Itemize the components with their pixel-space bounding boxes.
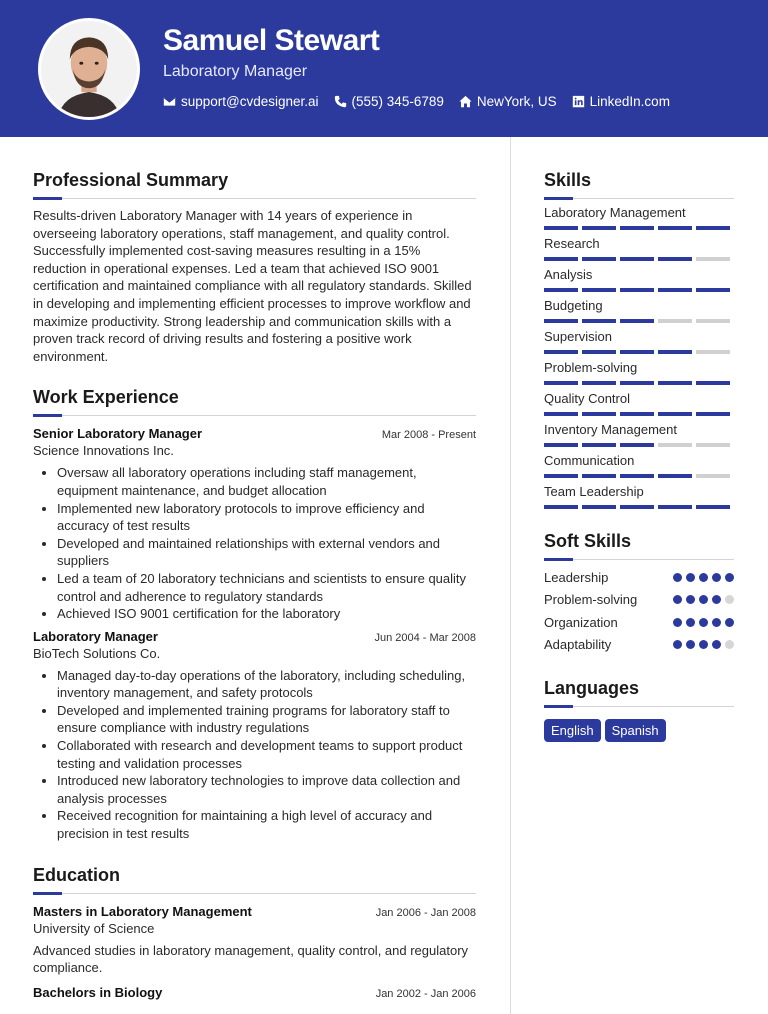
contact-linkedin-text: LinkedIn.com	[589, 94, 670, 109]
skill-level-bar	[544, 381, 734, 385]
skill-level-segment	[582, 381, 616, 385]
skill-level-segment	[658, 257, 692, 261]
skill-level-segment	[544, 474, 578, 478]
skill-name: Communication	[544, 453, 635, 468]
candidate-name: Samuel Stewart	[163, 24, 380, 57]
skill-item	[544, 329, 734, 354]
skill-item	[544, 236, 734, 261]
work-heading: Work Experience	[33, 387, 179, 408]
skill-item	[544, 267, 734, 292]
job-title: Senior Laboratory Manager	[33, 426, 203, 442]
list-item: • Oversaw all laboratory operations including staff management, equipment maintenance, and budget allocation	[57, 464, 476, 499]
skill-level-segment	[696, 505, 730, 509]
soft-skill-rating	[669, 573, 734, 582]
skill-level-segment	[620, 226, 654, 230]
summary-heading: Professional Summary	[33, 170, 229, 190]
list-item: • Collaborated with research and development teams to support product testing and validation processes	[57, 737, 476, 772]
education-entry	[33, 985, 476, 1000]
skill-level-segment	[544, 257, 578, 261]
rating-dot	[673, 640, 682, 649]
skill-name: Laboratory Management	[544, 205, 686, 220]
skill-item	[544, 391, 734, 416]
skill-level-segment	[696, 474, 730, 478]
skill-item	[544, 484, 734, 509]
soft-skill-rating	[669, 640, 734, 649]
skill-name: Team Leadership	[544, 484, 644, 499]
rating-dot	[725, 573, 734, 582]
skill-level-segment	[696, 288, 730, 292]
language-badge: English	[544, 719, 601, 742]
side-column	[544, 170, 734, 742]
skill-level-segment	[620, 474, 654, 478]
language-badge: Spanish	[605, 719, 666, 742]
skill-level-segment	[658, 443, 692, 447]
soft-skill-item	[544, 589, 734, 612]
skill-level-segment	[696, 319, 730, 323]
skill-level-bar	[544, 505, 734, 509]
job-entry	[33, 629, 476, 843]
contact-bar	[163, 94, 685, 109]
skill-level-bar	[544, 288, 734, 292]
skill-level-segment	[696, 350, 730, 354]
skill-level-segment	[582, 350, 616, 354]
section-rule	[33, 414, 476, 416]
skill-level-segment	[582, 412, 616, 416]
skill-level-segment	[620, 319, 654, 323]
rating-dot	[699, 573, 708, 582]
skill-name: Quality Control	[544, 391, 630, 406]
phone-icon	[334, 95, 347, 108]
linkedin-icon	[572, 95, 585, 108]
skill-level-segment	[696, 412, 730, 416]
home-icon	[459, 95, 472, 108]
skill-name: Budgeting	[544, 298, 603, 313]
skill-level-bar	[544, 350, 734, 354]
skill-level-bar	[544, 257, 734, 261]
soft-skills-heading: Soft Skills	[544, 531, 632, 551]
degree-title: Masters in Laboratory Management	[33, 903, 252, 919]
rating-dot	[686, 640, 695, 649]
skill-level-segment	[544, 381, 578, 385]
job-bullets	[33, 464, 476, 622]
skill-level-segment	[582, 443, 616, 447]
skill-name: Research	[544, 236, 600, 251]
skill-level-segment	[544, 505, 578, 509]
skill-level-segment	[544, 412, 578, 416]
column-divider	[510, 137, 511, 1014]
skill-level-segment	[544, 288, 578, 292]
avatar-icon	[41, 21, 137, 117]
rating-dot	[686, 595, 695, 604]
rating-dot	[673, 618, 682, 627]
job-company: BioTech Solutions Co.	[33, 645, 161, 661]
rating-dot	[673, 573, 682, 582]
soft-skill-name: Leadership	[544, 569, 609, 585]
section-rule	[544, 558, 734, 560]
job-dates: Jun 2004 - Mar 2008	[374, 631, 476, 644]
skill-item	[544, 205, 734, 230]
skill-level-segment	[658, 412, 692, 416]
skill-level-segment	[582, 257, 616, 261]
contact-phone-text: (555) 345-6789	[351, 94, 444, 109]
rating-dot	[699, 595, 708, 604]
rating-dot	[712, 618, 721, 627]
skill-level-segment	[620, 350, 654, 354]
list-item: • Developed and implemented training programs for laboratory staff to ensure compliance with industry regulations	[57, 702, 476, 737]
list-item: • Led a team of 20 laboratory technicians and scientists to ensure quality control and adherence to regulatory standards	[57, 570, 476, 605]
soft-skill-rating	[669, 618, 734, 627]
rating-dot	[699, 640, 708, 649]
rating-dot	[725, 618, 734, 627]
section-rule	[33, 892, 476, 894]
contact-location	[459, 94, 557, 109]
skill-item	[544, 360, 734, 385]
skill-level-segment	[620, 381, 654, 385]
soft-skill-name: Organization	[544, 614, 618, 630]
skill-level-segment	[620, 443, 654, 447]
list-item: • Developed and maintained relationships with external vendors and suppliers	[57, 535, 476, 570]
rating-dot	[686, 573, 695, 582]
contact-linkedin[interactable]	[572, 94, 670, 109]
skill-level-segment	[658, 350, 692, 354]
skill-level-segment	[696, 381, 730, 385]
skill-name: Inventory Management	[544, 422, 677, 437]
rating-dot	[712, 573, 721, 582]
soft-skills-list	[544, 566, 734, 656]
education-description: Advanced studies in laboratory management, quality control, and regulatory compliance.	[33, 942, 469, 976]
summary-text: Results-driven Laboratory Manager with 14 years of experience in overseeing laboratory operations, staff management, and quality control. Successfully implemented cost-saving measures resulting in a 15% reduction in operational expenses. Led a team that achieved ISO 9001 certification and maintained compliance with all regulatory standards. Skilled in developing and implementing efficient processes to improve workflow and maximize productivity. Strong leadership and communication skills with a proven track record of driving results and fostering a positive work environment.	[33, 208, 472, 364]
list-item: • Achieved ISO 9001 certification for the laboratory	[57, 605, 476, 623]
education-dates: Jan 2006 - Jan 2008	[375, 906, 476, 919]
profile-photo	[38, 18, 140, 120]
skill-level-segment	[582, 319, 616, 323]
candidate-title: Laboratory Manager	[163, 63, 308, 80]
skill-level-segment	[658, 474, 692, 478]
skill-level-segment	[658, 288, 692, 292]
contact-phone[interactable]	[334, 94, 444, 109]
skill-level-segment	[582, 505, 616, 509]
skills-list	[544, 205, 734, 509]
degree-title: Bachelors in Biology	[33, 984, 163, 1000]
job-company: Science Innovations Inc.	[33, 443, 174, 459]
school-name: University of Science	[33, 920, 155, 936]
job-title: Laboratory Manager	[33, 628, 158, 644]
skill-level-segment	[658, 381, 692, 385]
languages-list	[544, 719, 734, 742]
skill-level-segment	[544, 319, 578, 323]
list-item: • Received recognition for maintaining a high level of accuracy and precision in test results	[57, 807, 476, 842]
envelope-icon	[163, 95, 176, 108]
contact-email[interactable]	[163, 94, 319, 109]
rating-dot	[712, 640, 721, 649]
skill-level-bar	[544, 443, 734, 447]
rating-dot	[686, 618, 695, 627]
skill-level-segment	[658, 505, 692, 509]
rating-dot	[725, 595, 734, 604]
skill-level-segment	[696, 226, 730, 230]
skill-level-segment	[658, 319, 692, 323]
rating-dot	[725, 640, 734, 649]
education-heading: Education	[33, 864, 121, 885]
list-item: • Implemented new laboratory protocols to improve efficiency and accuracy of test results	[57, 500, 476, 535]
languages-heading: Languages	[544, 678, 640, 698]
skill-level-bar	[544, 474, 734, 478]
skill-level-segment	[620, 505, 654, 509]
skill-level-segment	[620, 288, 654, 292]
skill-level-segment	[658, 226, 692, 230]
contact-email-text: support@cvdesigner.ai	[181, 94, 319, 109]
job-dates: Mar 2008 - Present	[381, 429, 476, 442]
skill-level-segment	[620, 257, 654, 261]
skill-name: Problem-solving	[544, 360, 638, 375]
skill-item	[544, 422, 734, 447]
skills-heading: Skills	[544, 170, 592, 190]
list-item: • Managed day-to-day operations of the laboratory, including scheduling, inventory management, and safety protocols	[57, 667, 476, 702]
rating-dot	[699, 618, 708, 627]
section-rule	[544, 705, 734, 707]
soft-skill-item	[544, 634, 734, 657]
section-rule	[544, 197, 734, 199]
skill-item	[544, 453, 734, 478]
soft-skill-rating	[669, 595, 734, 604]
skill-level-segment	[620, 412, 654, 416]
contact-location-text: NewYork, US	[476, 94, 557, 109]
soft-skill-name: Adaptability	[544, 637, 612, 653]
rating-dot	[673, 595, 682, 604]
header-banner	[0, 0, 768, 137]
main-column	[33, 170, 476, 1000]
skill-level-segment	[696, 257, 730, 261]
skill-name: Supervision	[544, 329, 612, 344]
skill-level-segment	[544, 226, 578, 230]
soft-skill-name: Problem-solving	[544, 592, 638, 608]
soft-skill-item	[544, 611, 734, 634]
skill-level-segment	[696, 443, 730, 447]
list-item: • Introduced new laboratory technologies to improve data collection and analysis processes	[57, 772, 476, 807]
section-rule	[33, 197, 476, 199]
skill-item	[544, 298, 734, 323]
skill-level-segment	[544, 443, 578, 447]
skill-level-bar	[544, 226, 734, 230]
rating-dot	[712, 595, 721, 604]
skill-name: Analysis	[544, 267, 593, 282]
education-dates: Jan 2002 - Jan 2006	[375, 987, 476, 1000]
skill-level-segment	[582, 226, 616, 230]
skill-level-bar	[544, 412, 734, 416]
skill-level-bar	[544, 319, 734, 323]
job-bullets	[33, 667, 476, 843]
education-entry	[33, 904, 476, 977]
job-entry	[33, 426, 476, 622]
skill-level-segment	[582, 288, 616, 292]
skill-level-segment	[582, 474, 616, 478]
soft-skill-item	[544, 566, 734, 589]
skill-level-segment	[544, 350, 578, 354]
